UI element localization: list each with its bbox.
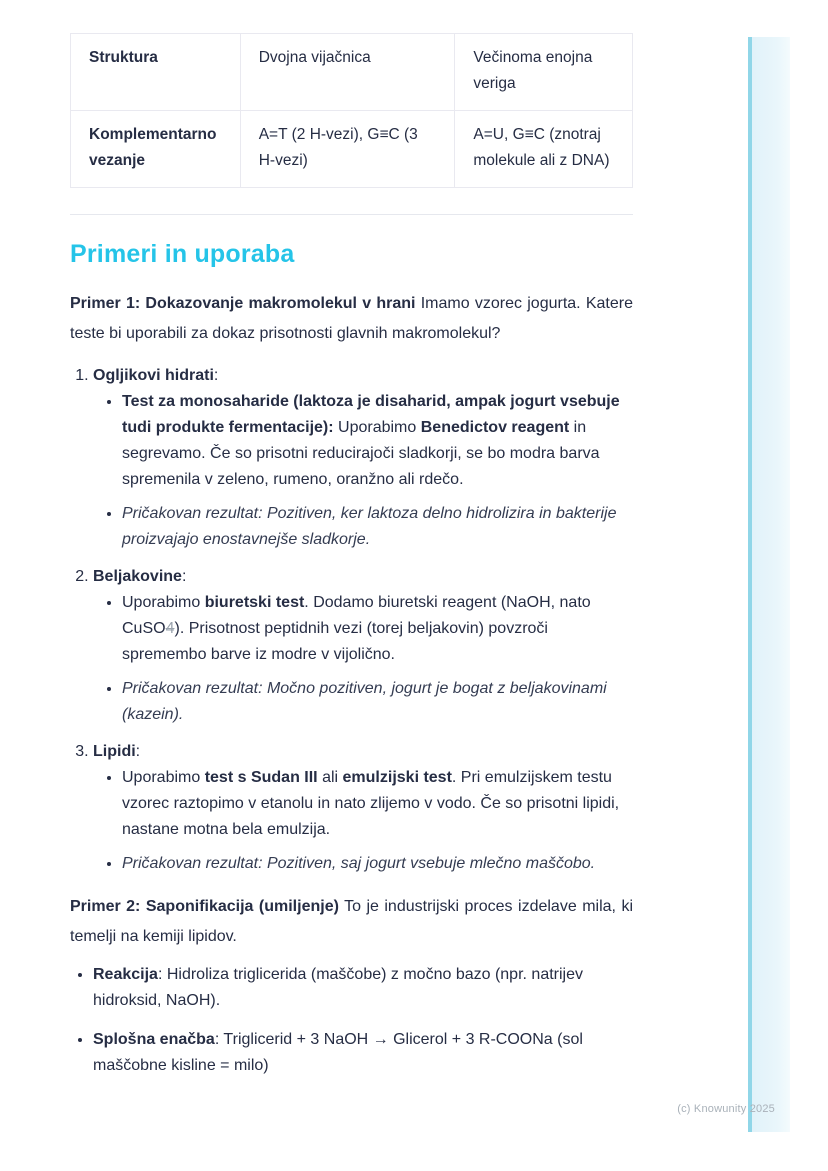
table-cell-dna-value: Dvojna vijačnica [240,34,455,111]
reaction-bullet: • Reakcija: Hidroliza triglicerida (maščobe) z močno bazo (npr. natrijev hidroksid, NaOH). [93,962,633,1014]
table-row [71,34,633,111]
dna-rna-comparison-table [70,33,633,188]
test-description: • Uporabimo test s Sudan III ali emulzijski test. Pri emulzijskem testu vzorec raztopimo v etanolu in nato zlijemo v vodo. Če so prisotni lipidi, nastane motna bela emulzija. [122,765,633,843]
list-item-lipids [93,739,633,877]
expected-result: • Pričakovan rezultat: Pozitiven, ker laktoza delno hidrolizira in bakterije proizvajajo enostavnejše sladkorje. [122,501,633,553]
test-description: • Uporabimo biuretski test. Dodamo biuretski reagent (NaOH, nato CuSO4). Prisotnost peptidnih vezi (torej beljakovin) povzroči spremembo barve iz modre v vijolično. [122,590,633,668]
copyright-footer: (c) Knowunity 2025 [677,1103,775,1115]
table-cell-rna-value: Večinoma enojna veriga [455,34,633,111]
table-cell-row-label: Komplementarno vezanje [71,111,241,188]
list-item-title: Lipidi: [93,743,141,760]
test-description: • Test za monosaharide (laktoza je disaharid, ampak jogurt vsebuje tudi produkte fermentacije): Uporabimo Benedictov reagent in segrevamo. Če so prisotni reducirajoči sladkorji, se bo modra barva spremenila v zeleno, rumeno, oranžno ali rdečo. [122,389,633,493]
list-item-carbohydrates [93,363,633,553]
sublist-proteins [93,590,633,728]
list-item-title: Ogljikovi hidrati: [93,367,219,384]
table-cell-dna-value: A=T (2 H-vezi), G≡C (3 H-vezi) [240,111,455,188]
list-item-proteins [93,564,633,728]
section-heading: Primeri in uporaba [70,240,295,268]
example1-intro-paragraph: Primer 1: Dokazovanje makromolekul v hrani Imamo vzorec jogurta. Katere teste bi uporabili za dokaz prisotnosti glavnih makromolekul? [70,295,634,342]
sublist-lipids [93,765,633,877]
page-edge-accent-bar [748,37,790,1132]
macromolecule-tests-list [70,363,633,877]
table-cell-rna-value: A=U, G≡C (znotraj molekule ali z DNA) [455,111,633,188]
expected-result: • Pričakovan rezultat: Močno pozitiven, jogurt je bogat z beljakovinami (kazein). [122,676,633,728]
section-divider [70,214,633,215]
sublist-carbohydrates [93,389,633,553]
document-content [70,33,633,1079]
table-row [71,111,633,188]
general-equation-bullet: • Splošna enačba: Triglicerid + 3 NaOH → Glicerol + 3 R-COONa (sol maščobne kisline = milo) [93,1027,633,1079]
table-cell-row-label: Struktura [71,34,241,111]
expected-result: • Pričakovan rezultat: Pozitiven, saj jogurt vsebuje mlečno maščobo. [122,851,633,877]
example2-intro-paragraph: Primer 2: Saponifikacija (umiljenje) To je industrijski proces izdelave mila, ki temelji na kemiji lipidov. [70,898,633,945]
list-item-title: Beljakovine: [93,568,187,585]
saponification-list [70,962,633,1079]
